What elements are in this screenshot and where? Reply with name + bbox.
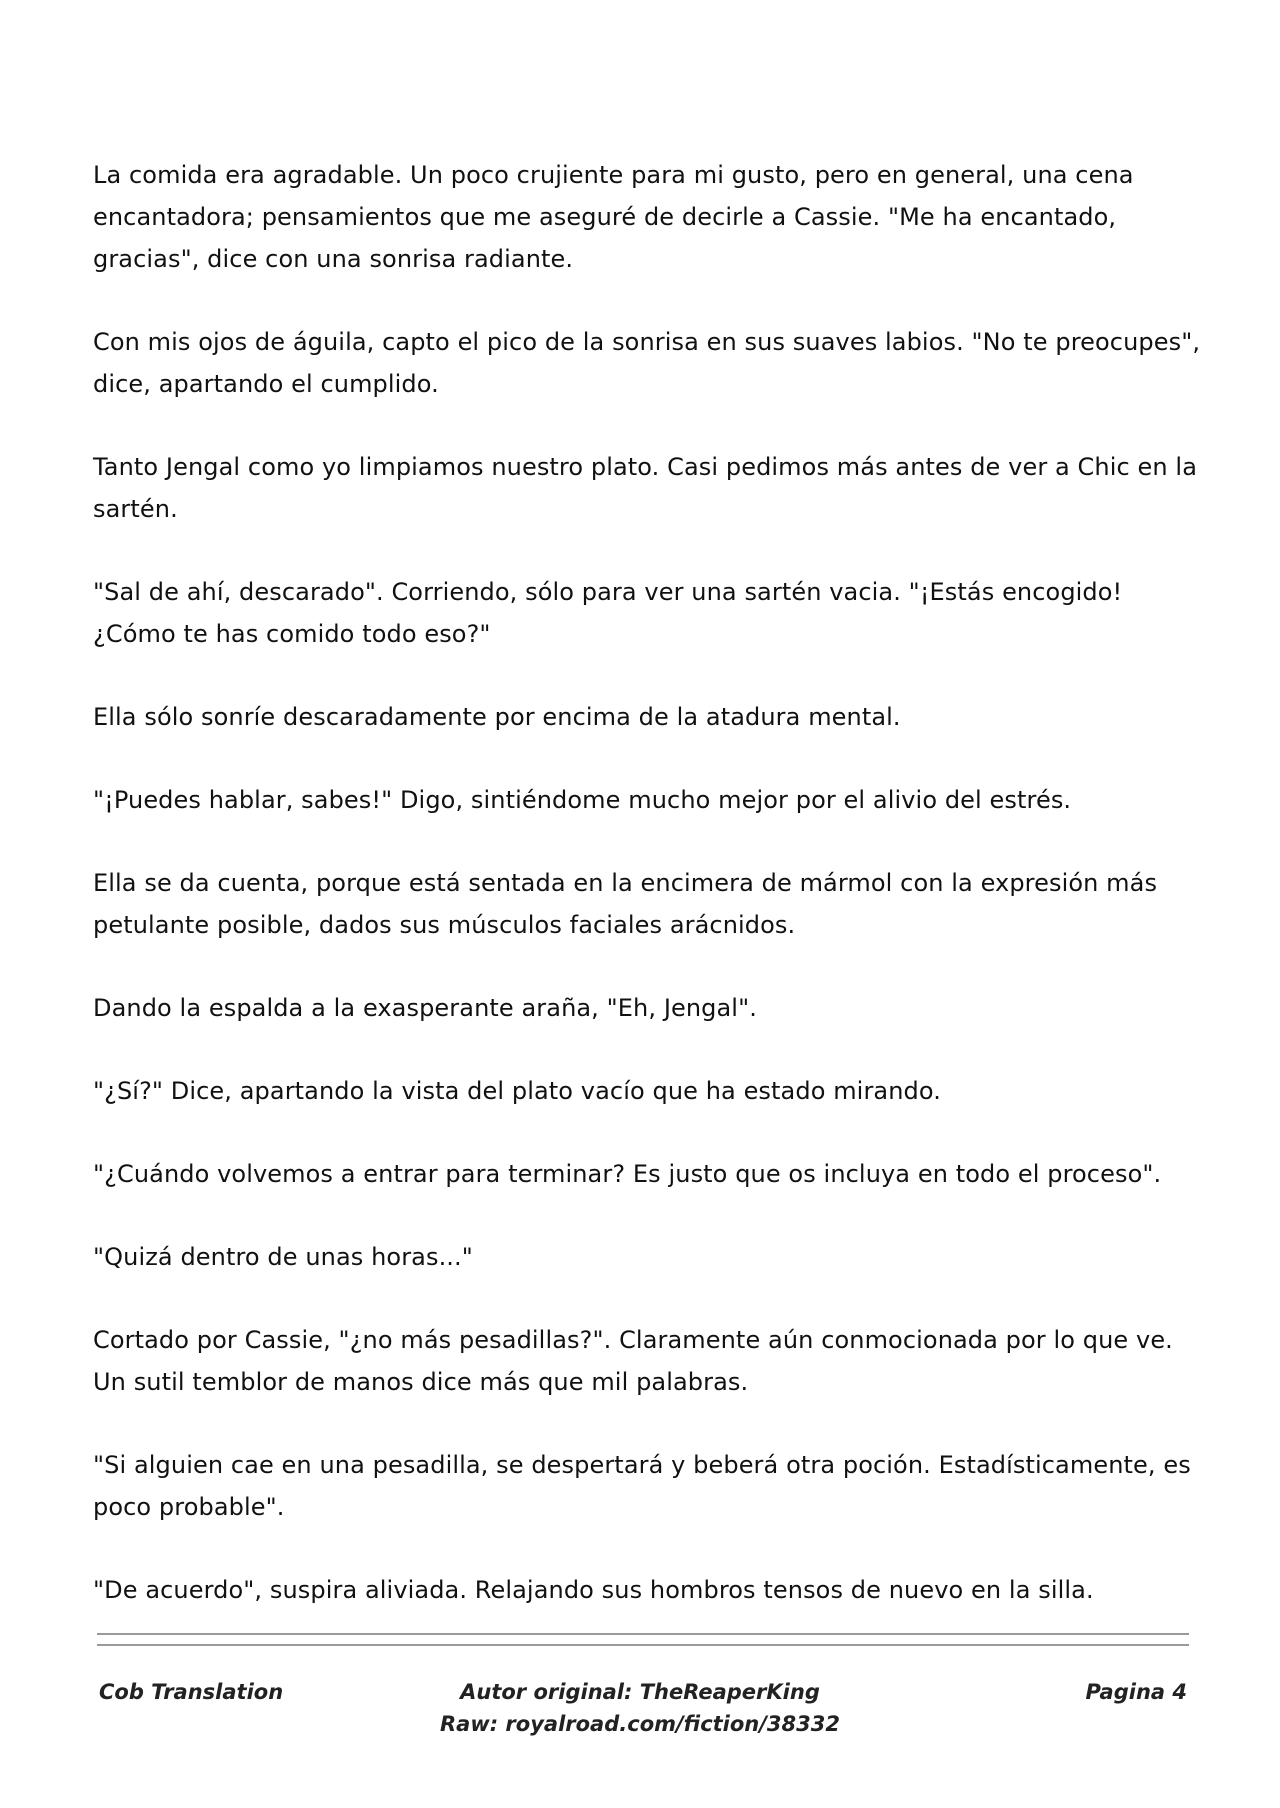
page-number: Pagina 4 [1085, 1680, 1187, 1704]
paragraph: Ella sólo sonríe descaradamente por encima de la atadura mental. [93, 703, 901, 731]
paragraph: "De acuerdo", suspira aliviada. Relajando sus hombros tensos de nuevo en la silla. [93, 1576, 1094, 1604]
paragraph: La comida era agradable. Un poco crujiente para mi gusto, pero en general, una cena encantadora; pensamientos que me aseguré de decirle a Cassie. "Me ha encantado, gracias", dice con una sonrisa radiante. [93, 161, 1134, 273]
paragraph: Dando la espalda a la exasperante araña, "Eh, Jengal". [93, 994, 757, 1022]
page-body [93, 154, 1203, 1652]
footer-credits [340, 1676, 940, 1740]
footer-divider-top [97, 1633, 1189, 1635]
paragraph: "¿Cuándo volvemos a entrar para terminar? Es justo que os incluya en todo el proceso". [93, 1160, 1162, 1188]
paragraph: Tanto Jengal como yo limpiamos nuestro plato. Casi pedimos más antes de ver a Chic en la sartén. [93, 453, 1197, 523]
paragraph: Cortado por Cassie, "¿no más pesadillas?". Claramente aún conmocionada por lo que ve. Un sutil temblor de manos dice más que mil palabras. [93, 1326, 1173, 1396]
paragraph: "¡Puedes hablar, sabes!" Digo, sintiéndome mucho mejor por el alivio del estrés. [93, 786, 1072, 814]
paragraph: "Quizá dentro de unas horas..." [93, 1243, 473, 1271]
paragraph: "Si alguien cae en una pesadilla, se despertará y beberá otra poción. Estadísticamente, es poco probable". [93, 1451, 1191, 1521]
footer-divider-bottom [97, 1644, 1189, 1646]
footer-translator: Cob Translation [99, 1680, 284, 1704]
paragraph: "Sal de ahí, descarado". Corriendo, sólo para ver una sartén vacia. "¡Estás encogido! ¿Cómo te has comido todo eso?" [93, 578, 1123, 648]
paragraph: Con mis ojos de águila, capto el pico de la sonrisa en sus suaves labios. "No te preocupes", dice, apartando el cumplido. [93, 328, 1201, 398]
paragraph: "¿Sí?" Dice, apartando la vista del plato vacío que ha estado mirando. [93, 1077, 941, 1105]
footer-raw-source: Raw: royalroad.com/fiction/38332 [439, 1712, 840, 1736]
footer-author: Autor original: TheReaperKing [460, 1680, 820, 1704]
paragraph: Ella se da cuenta, porque está sentada en la encimera de mármol con la expresión más petulante posible, dados sus músculos faciales arácnidos. [93, 869, 1158, 939]
